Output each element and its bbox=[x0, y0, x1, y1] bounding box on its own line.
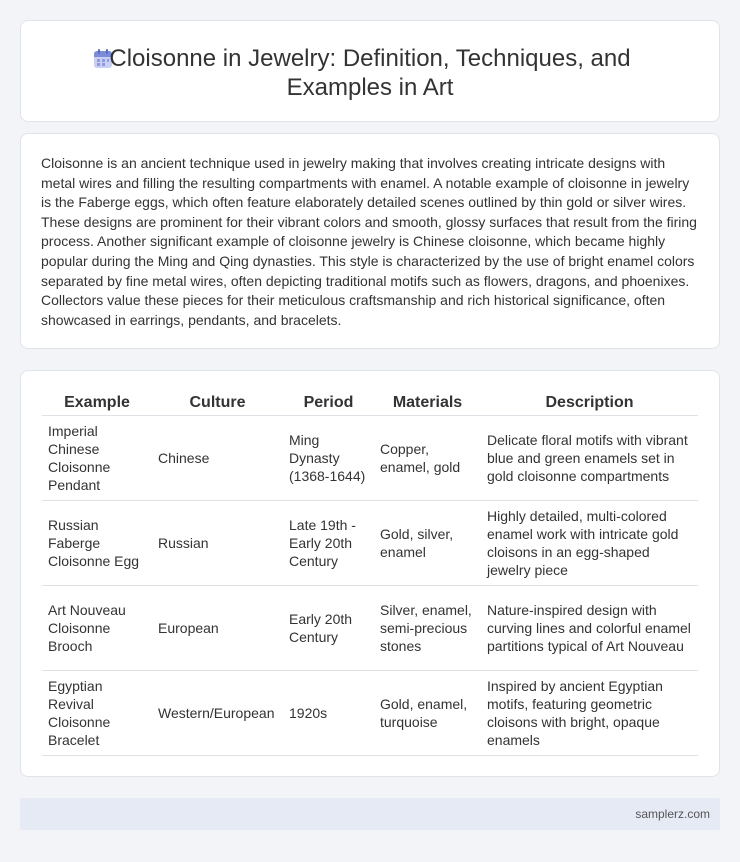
cell-example: Russian Faberge Cloisonne Egg bbox=[42, 500, 152, 585]
header-materials: Materials bbox=[374, 392, 481, 415]
cell-description: Delicate floral motifs with vibrant blue and green enamels set in gold cloisonne compartments bbox=[481, 415, 698, 500]
cell-period: 1920s bbox=[283, 670, 374, 755]
cell-description: Nature-inspired design with curving lines and colorful enamel partitions typical of Art Nouveau bbox=[481, 585, 698, 670]
header-period: Period bbox=[283, 392, 374, 415]
cell-materials: Copper, enamel, gold bbox=[374, 415, 481, 500]
header-culture: Culture bbox=[152, 392, 283, 415]
cell-period: Early 20th Century bbox=[283, 585, 374, 670]
cell-example: Imperial Chinese Cloisonne Pendant bbox=[42, 415, 152, 500]
cell-culture: European bbox=[152, 585, 283, 670]
page-title: Cloisonne in Jewelry: Definition, Techniques, and Examples in Art bbox=[109, 45, 631, 101]
cell-culture: Chinese bbox=[152, 415, 283, 500]
cell-period: Late 19th - Early 20th Century bbox=[283, 500, 374, 585]
cell-culture: Western/European bbox=[152, 670, 283, 755]
header-description: Description bbox=[481, 392, 698, 415]
table-card bbox=[20, 370, 720, 777]
title-card bbox=[20, 20, 720, 122]
examples-table bbox=[42, 392, 698, 756]
cell-example: Egyptian Revival Cloisonne Bracelet bbox=[42, 670, 152, 755]
table-row bbox=[42, 500, 698, 585]
header-example: Example bbox=[42, 392, 152, 415]
table-header-row bbox=[42, 392, 698, 415]
footer-site-link[interactable]: samplerz.com bbox=[635, 807, 710, 821]
intro-card bbox=[20, 133, 720, 349]
cell-materials: Silver, enamel, semi-precious stones bbox=[374, 585, 481, 670]
table-row bbox=[42, 415, 698, 500]
cell-period: Ming Dynasty (1368-1644) bbox=[283, 415, 374, 500]
cell-materials: Gold, silver, enamel bbox=[374, 500, 481, 585]
table-row bbox=[42, 670, 698, 755]
table-row bbox=[42, 585, 698, 670]
cell-description: Highly detailed, multi-colored enamel work with intricate gold cloisons in an egg-shaped jewelry piece bbox=[481, 500, 698, 585]
cell-description: Inspired by ancient Egyptian motifs, featuring geometric cloisons with bright, opaque enamels bbox=[481, 670, 698, 755]
footer bbox=[20, 798, 720, 830]
intro-paragraph: Cloisonne is an ancient technique used in jewelry making that involves creating intricate designs with metal wires and filling the resulting compartments with enamel. A notable example of cloisonne in jewelry is the Faberge eggs, which often feature elaborately detailed scenes outlined by thin gold or silver wires. These designs are prominent for their vibrant colors and smooth, glossy surfaces that result from the firing process. Another significant example of cloisonne jewelry is Chinese cloisonne, which became highly popular during the Ming and Qing dynasties. This style is characterized by the use of bright enamel colors separated by fine metal wires, often depicting traditional motifs such as flowers, dragons, and phoenixes. Collectors value these pieces for their meticulous craftsmanship and rich historical significance, often showcased in earrings, pendants, and bracelets. bbox=[41, 155, 697, 328]
cell-culture: Russian bbox=[152, 500, 283, 585]
cell-example: Art Nouveau Cloisonne Brooch bbox=[42, 585, 152, 670]
cell-materials: Gold, enamel, turquoise bbox=[374, 670, 481, 755]
